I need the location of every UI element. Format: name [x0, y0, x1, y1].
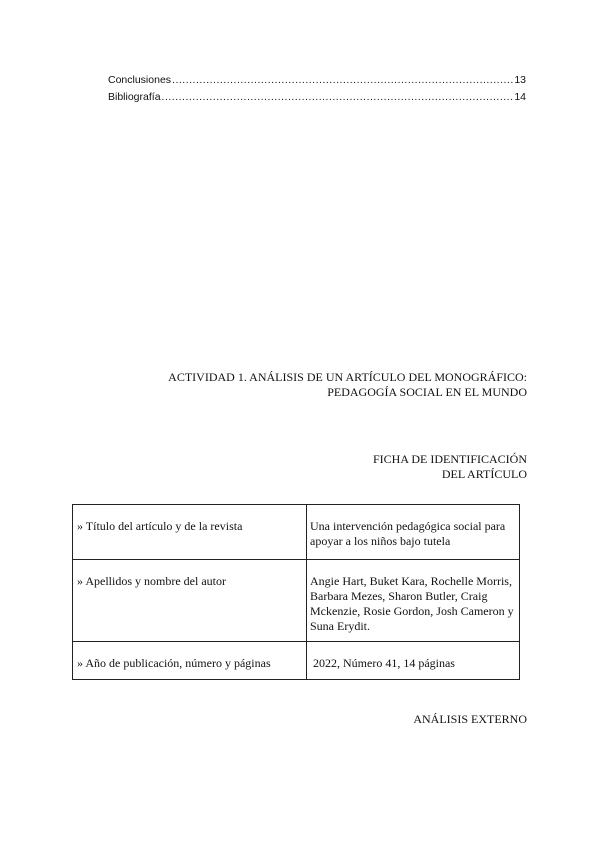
section-heading: ANÁLISIS EXTERNO	[413, 712, 527, 726]
toc-entry-label: Conclusiones	[108, 74, 172, 86]
table-of-contents	[108, 74, 526, 108]
toc-entry-page: 13	[514, 74, 526, 86]
row-label-title: » Título del artículo y de la revista	[73, 505, 307, 560]
toc-entry-conclusiones[interactable]	[108, 74, 526, 91]
row-value-title: Una intervención pedagógica social para apoyar a los niños bajo tutela	[307, 505, 520, 560]
identification-table	[72, 504, 520, 680]
toc-leader-dots	[172, 74, 513, 86]
row-label-year: » Año de publicación, número y páginas	[73, 642, 307, 680]
table-row	[73, 642, 520, 680]
activity-title-line1: ACTIVIDAD 1. ANÁLISIS DE UN ARTÍCULO DEL MONOGRÁFICO:	[168, 370, 527, 384]
ficha-heading	[373, 452, 527, 482]
ficha-heading-line2: DEL ARTÍCULO	[441, 467, 527, 481]
ficha-heading-line1: FICHA DE IDENTIFICACIÓN	[373, 452, 527, 466]
activity-title	[168, 370, 527, 400]
toc-entry-bibliografia[interactable]	[108, 91, 526, 108]
row-value-year: 2022, Número 41, 14 páginas	[307, 642, 520, 680]
table-row	[73, 560, 520, 642]
toc-entry-label: Bibliografía	[108, 91, 161, 103]
table-row	[73, 505, 520, 560]
toc-entry-page: 14	[514, 91, 526, 103]
activity-title-line2: PEDAGOGÍA SOCIAL EN EL MUNDO	[327, 385, 527, 399]
row-label-authors: » Apellidos y nombre del autor	[73, 560, 307, 642]
toc-leader-dots	[162, 91, 514, 103]
row-value-authors: Angie Hart, Buket Kara, Rochelle Morris, Barbara Mezes, Sharon Butler, Craig Mckenzie, Rosie Gordon, Josh Cameron y Suna Erydit.	[307, 560, 520, 642]
